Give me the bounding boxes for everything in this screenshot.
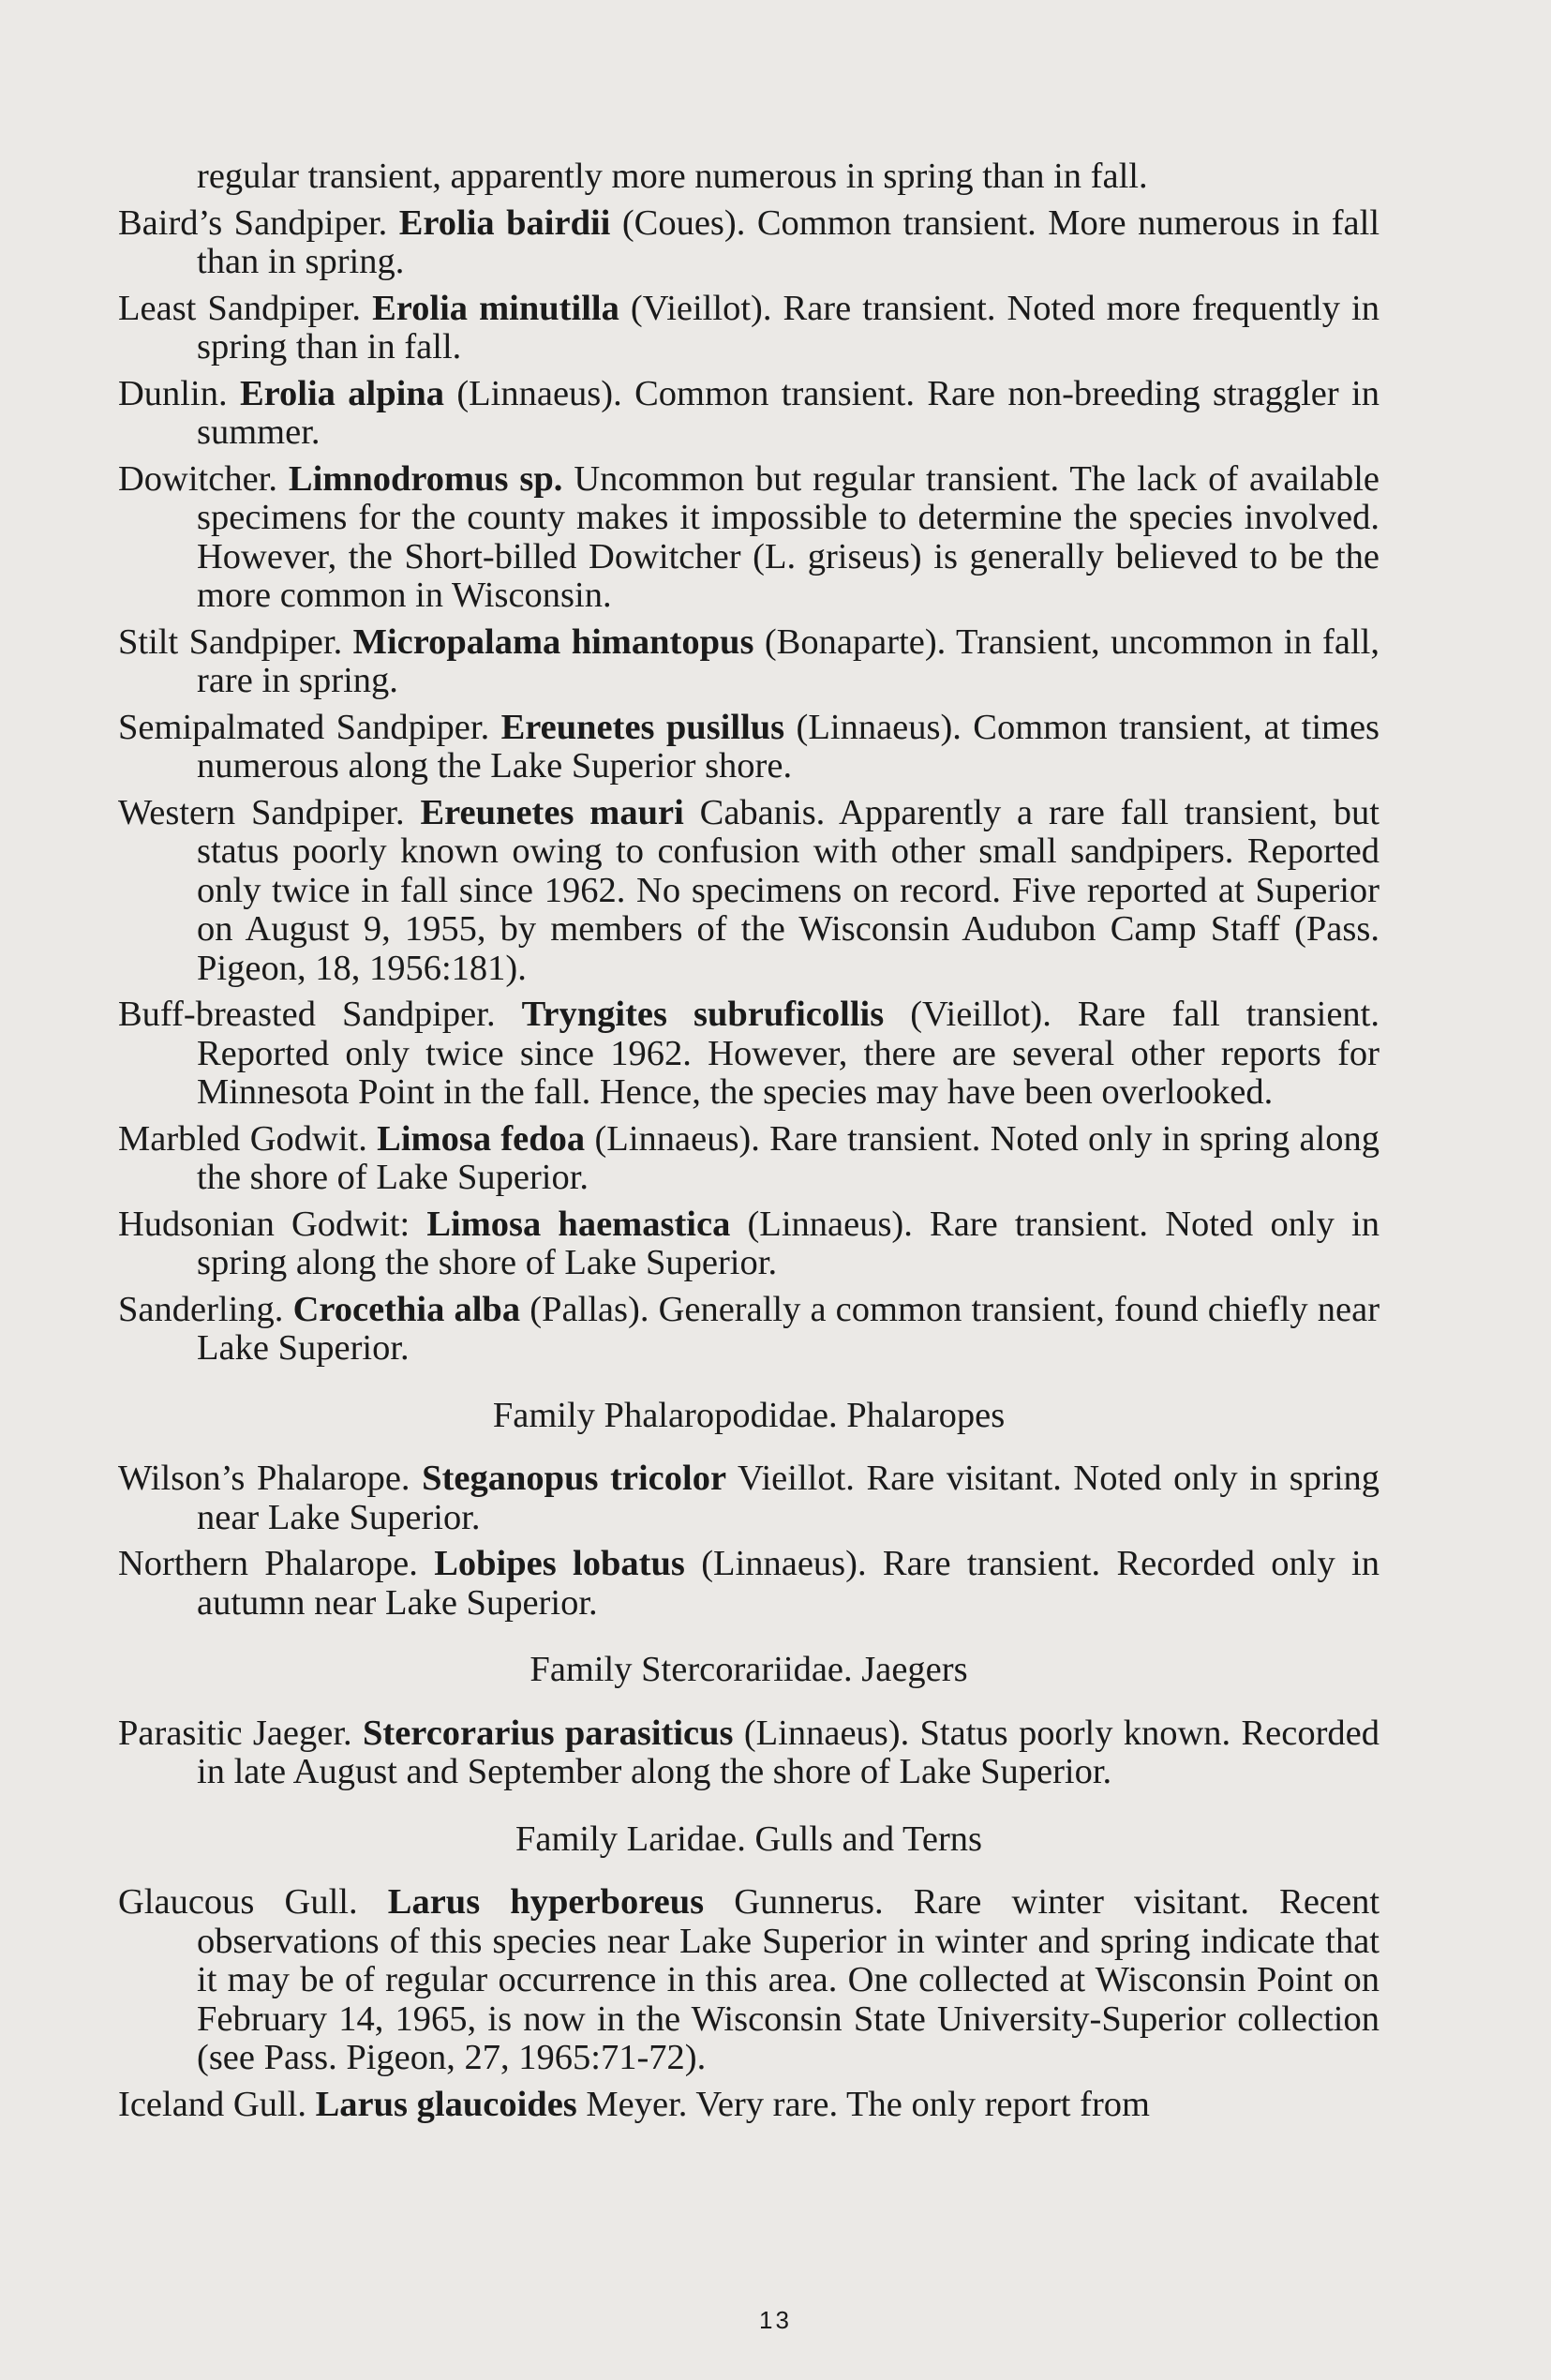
authority: (Pallas). (529, 1289, 649, 1329)
common-name: Western Sandpiper. (118, 792, 405, 832)
species-entry (118, 1459, 1379, 1537)
scientific-name: Stercorarius parasiticus (362, 1713, 734, 1753)
species-entry (118, 1714, 1379, 1792)
common-name: Northern Phalarope. (118, 1544, 418, 1583)
status-text: Common transient. More numerous in fall than in spring. (197, 202, 1380, 281)
authority: Meyer. (586, 2084, 688, 2124)
species-entry (118, 1120, 1379, 1198)
scientific-name: Tryngites subruficollis (521, 995, 885, 1034)
scientific-name: Erolia alpina (239, 373, 444, 413)
species-entry (118, 1545, 1379, 1623)
continued-entry-text: regular transient, apparently more numerous in spring than in fall. (197, 157, 1148, 196)
scientific-name: Limosa fedoa (377, 1118, 586, 1159)
common-name: Buff-breasted Sandpiper. (118, 995, 496, 1034)
common-name: Hudsonian Godwit: (118, 1204, 410, 1244)
status-text: Rare transient. Recorded only in autumn near Lake Superior. (197, 1544, 1379, 1623)
status-text: Rare winter visitant. Recent observations of this species near Lake Superior in winter and spring indicate that it may be of regular occurrence in this area. One collected at Wisconsin Point on February 14, 1965, is now in the Wisconsin State University-Superior collection (see Pass. Pigeon, 27, 1965:71-72). (197, 1882, 1380, 2077)
species-entry (118, 709, 1379, 786)
status-text: Uncommon but regular transient. The lack of available specimens for the county makes it impossible to determine the species involved. However, the Short-billed Dowitcher (L. griseus) is generally believed to be the more common in Wisconsin. (197, 458, 1380, 615)
authority: (Linnaeus). (701, 1544, 867, 1583)
common-name: Least Sandpiper. (118, 288, 362, 328)
species-entry (118, 1883, 1379, 2078)
authority: (Linnaeus). (743, 1713, 910, 1753)
scientific-name: Larus glaucoides (315, 2084, 577, 2124)
scientific-name: Erolia bairdii (398, 202, 611, 243)
scientific-name: Crocethia alba (292, 1289, 521, 1329)
authority: (Vieillot). (630, 288, 772, 328)
species-entry (118, 375, 1379, 453)
scientific-name: Steganopus tricolor (422, 1459, 727, 1498)
common-name: Marbled Godwit. (118, 1118, 367, 1159)
entry-group-phalaropes (118, 1459, 1379, 1623)
scientific-name: Lobipes lobatus (434, 1544, 685, 1583)
authority: Cabanis. (699, 792, 826, 832)
common-name: Baird’s Sandpiper. (118, 202, 388, 243)
authority: Vieillot. (737, 1459, 855, 1498)
authority: (Linnaeus). (796, 707, 962, 747)
common-name: Dunlin. (118, 373, 228, 413)
species-entry (118, 995, 1379, 1113)
species-entry (118, 460, 1379, 616)
scientific-name: Limosa haemastica (426, 1204, 731, 1244)
species-entry (118, 794, 1379, 989)
status-text: Common transient. Rare non-breeding straggler in summer. (197, 373, 1379, 452)
status-text: Apparently a rare fall transient, but status poorly known owing to confusion with other small sandpipers. Reported only twice in fall since 1962. No specimens on record. Five reported at Superior on August 9, 1955, by members of the Wisconsin Audubon Camp Staff (Pass. Pigeon, 18, 1956:181). (197, 792, 1380, 988)
authority: (Coues). (621, 202, 746, 243)
scientific-name: Limnodromus sp. (288, 458, 563, 499)
status-text: Rare fall transient. Reported only twice since 1962. However, there are several other reports for Minnesota Point in the fall. Hence, the species may have been overlooked. (197, 995, 1379, 1112)
entry-group-gulls (118, 1883, 1379, 2124)
common-name: Stilt Sandpiper. (118, 621, 343, 662)
species-entry (118, 1205, 1379, 1283)
authority: (Vieillot). (910, 995, 1051, 1034)
family-heading-laridae: Family Laridae. Gulls and Terns (515, 1819, 983, 1859)
entry-group-sandpipers (118, 204, 1379, 1369)
common-name: Wilson’s Phalarope. (118, 1459, 410, 1498)
authority: (Bonaparte). (764, 621, 947, 662)
status-text: Generally a common transient, found chiefly near Lake Superior. (197, 1289, 1380, 1368)
family-heading-stercorariidae: Family Stercorariidae. Jaegers (529, 1650, 968, 1689)
status-text: Rare transient. Noted only in spring along the shore of Lake Superior. (197, 1204, 1379, 1282)
authority: (Linnaeus). (456, 373, 622, 413)
species-entry (118, 2086, 1379, 2125)
entry-group-jaegers (118, 1714, 1379, 1792)
scientific-name: Ereunetes pusillus (500, 707, 785, 747)
species-entry (118, 623, 1379, 701)
status-text: Transient, uncommon in fall, rare in spring. (197, 621, 1379, 700)
status-text: Very rare. The only report from (695, 2084, 1150, 2124)
species-list (118, 157, 1379, 2132)
species-entry (118, 204, 1379, 282)
common-name: Semipalmated Sandpiper. (118, 707, 490, 747)
scientific-name: Larus hyperboreus (387, 1882, 705, 1922)
common-name: Dowitcher. (118, 458, 277, 499)
species-entry (118, 1291, 1379, 1369)
status-text: Rare visitant. Noted only in spring near Lake Superior. (197, 1459, 1380, 1537)
scientific-name: Micropalama himantopus (352, 621, 754, 662)
authority: (Linnaeus). (594, 1118, 760, 1159)
common-name: Iceland Gull. (118, 2084, 306, 2124)
common-name: Glaucous Gull. (118, 1882, 358, 1922)
common-name: Sanderling. (118, 1289, 284, 1329)
authority: (Linnaeus). (747, 1204, 913, 1244)
scientific-name: Ereunetes mauri (420, 792, 684, 832)
status-text: Rare transient. Noted more frequently in spring than in fall. (197, 288, 1379, 367)
species-entry (118, 290, 1379, 367)
family-heading-phalaropodidae: Family Phalaropodidae. Phalaropes (492, 1395, 1006, 1435)
status-text: Common transient, at times numerous along the Lake Superior shore. (197, 707, 1380, 786)
status-text: Status poorly known. Recorded in late August and September along the shore of Lake Superior. (197, 1713, 1379, 1791)
authority: Gunnerus. (734, 1882, 884, 1922)
status-text: Rare transient. Noted only in spring along the shore of Lake Superior. (197, 1118, 1380, 1197)
scientific-name: Erolia minutilla (372, 288, 619, 328)
page-number: 13 (759, 2306, 792, 2334)
common-name: Parasitic Jaeger. (118, 1713, 352, 1753)
